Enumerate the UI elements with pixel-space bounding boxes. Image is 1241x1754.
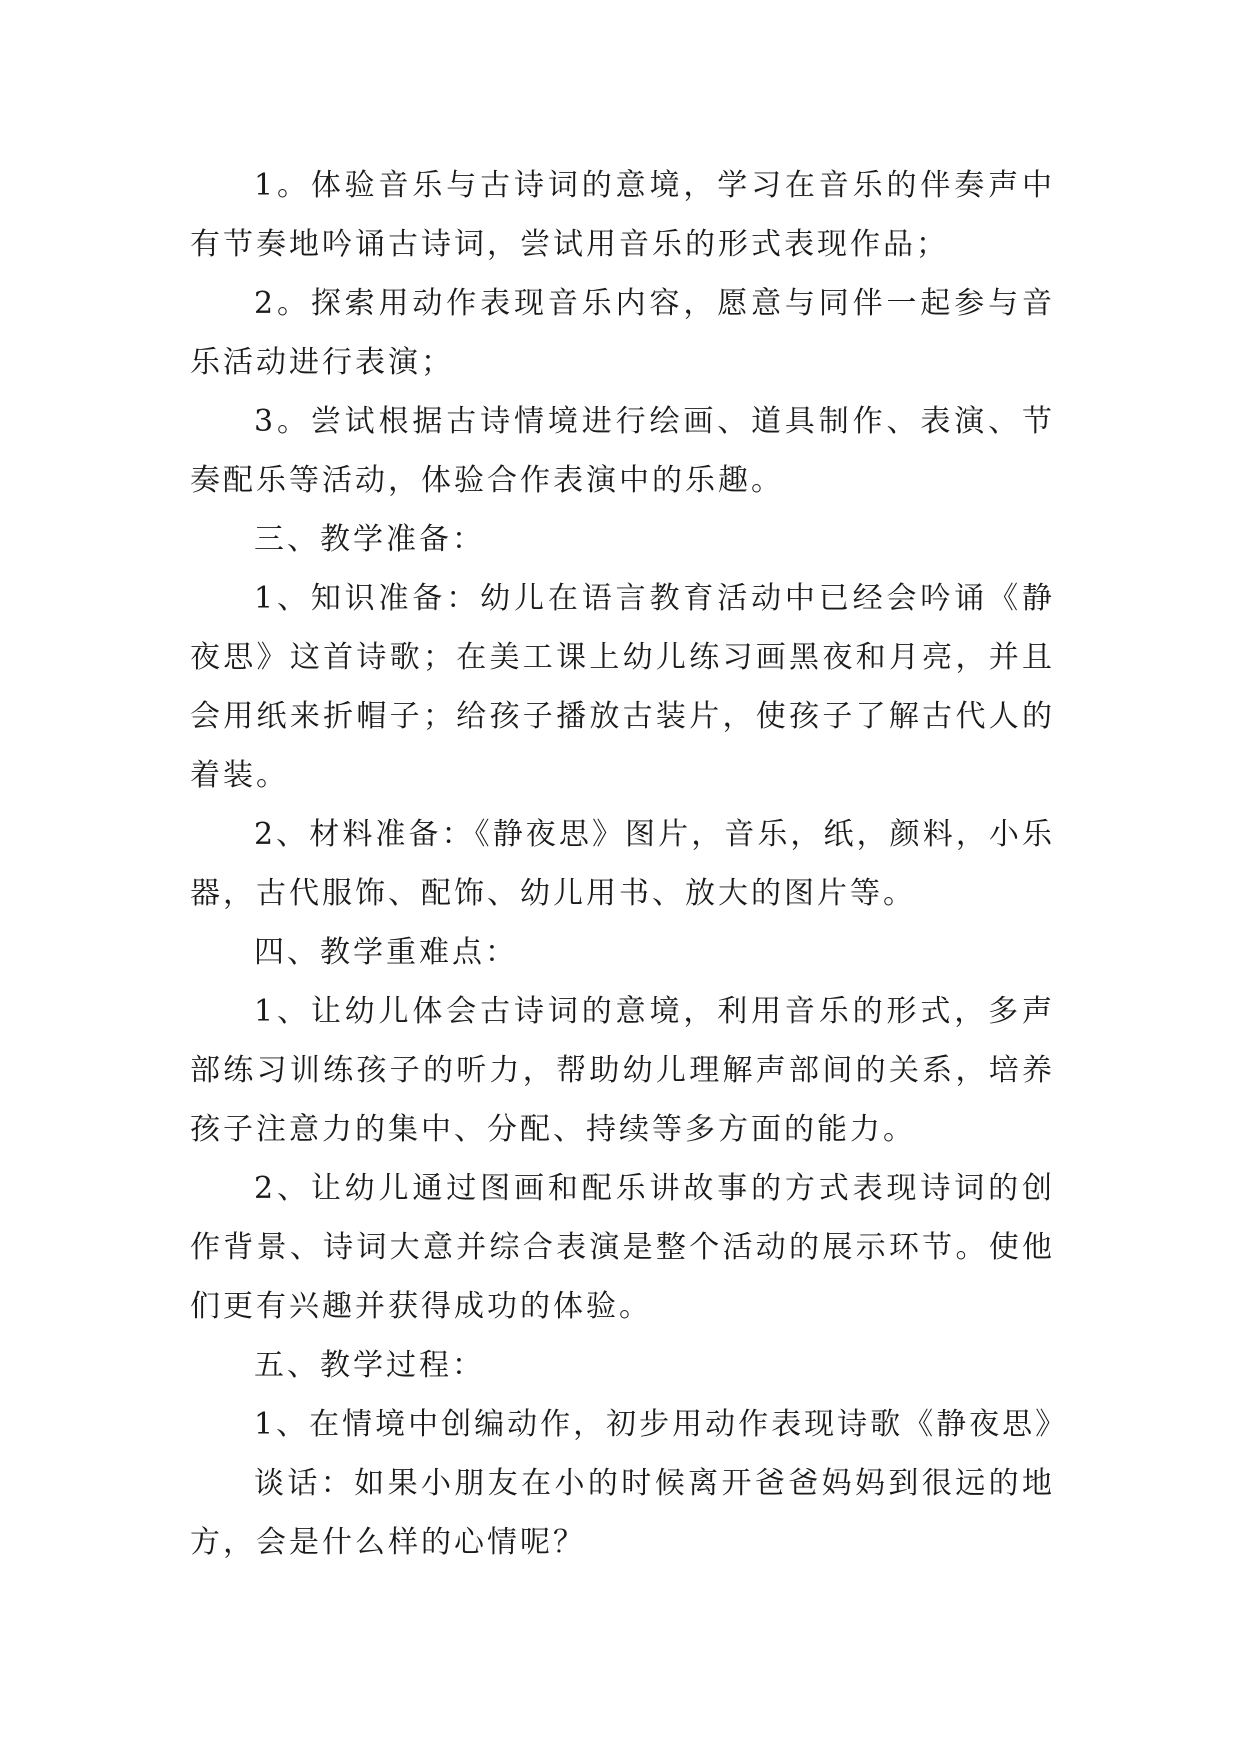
section-heading-preparation: 三、教学准备： — [254, 522, 485, 557]
paragraph-process-step-1: 1、在情境中创编动作，初步用动作表现诗歌《静夜思》 — [254, 1407, 1069, 1442]
paragraph-objective-3: 3。尝试根据古诗情境进行绘画、道具制作、表演、节奏配乐等活动，体验合作表演中的乐趣。 — [190, 404, 1055, 498]
document-body — [190, 156, 1069, 1572]
paragraph-objective-2: 2。探索用动作表现音乐内容，愿意与同伴一起参与音乐活动进行表演； — [190, 286, 1055, 380]
section-heading-key-points: 四、教学重难点： — [254, 935, 518, 970]
paragraph-key-point-1: 1、让幼儿体会古诗词的意境，利用音乐的形式，多声部练习训练孩子的听力，帮助幼儿理解声部间的关系，培养孩子注意力的集中、分配、持续等多方面的能力。 — [190, 994, 1055, 1147]
paragraph-knowledge-preparation: 1、知识准备：幼儿在语言教育活动中已经会吟诵《静夜思》这首诗歌；在美工课上幼儿练习画黑夜和月亮，并且会用纸来折帽子；给孩子播放古装片，使孩子了解古代人的着装。 — [190, 581, 1055, 793]
paragraph-material-preparation: 2、材料准备：《静夜思》图片，音乐，纸，颜料，小乐器，古代服饰、配饰、幼儿用书、放大的图片等。 — [190, 817, 1055, 911]
paragraph-key-point-2: 2、让幼儿通过图画和配乐讲故事的方式表现诗词的创作背景、诗词大意并综合表演是整个活动的展示环节。使他们更有兴趣并获得成功的体验。 — [190, 1171, 1055, 1324]
paragraph-objective-1: 1。体验音乐与古诗词的意境，学习在音乐的伴奏声中有节奏地吟诵古诗词，尝试用音乐的形式表现作品； — [190, 168, 1055, 262]
paragraph-dialogue: 谈话：如果小朋友在小的时候离开爸爸妈妈到很远的地方，会是什么样的心情呢？ — [190, 1466, 1055, 1560]
section-heading-process: 五、教学过程： — [254, 1348, 485, 1383]
